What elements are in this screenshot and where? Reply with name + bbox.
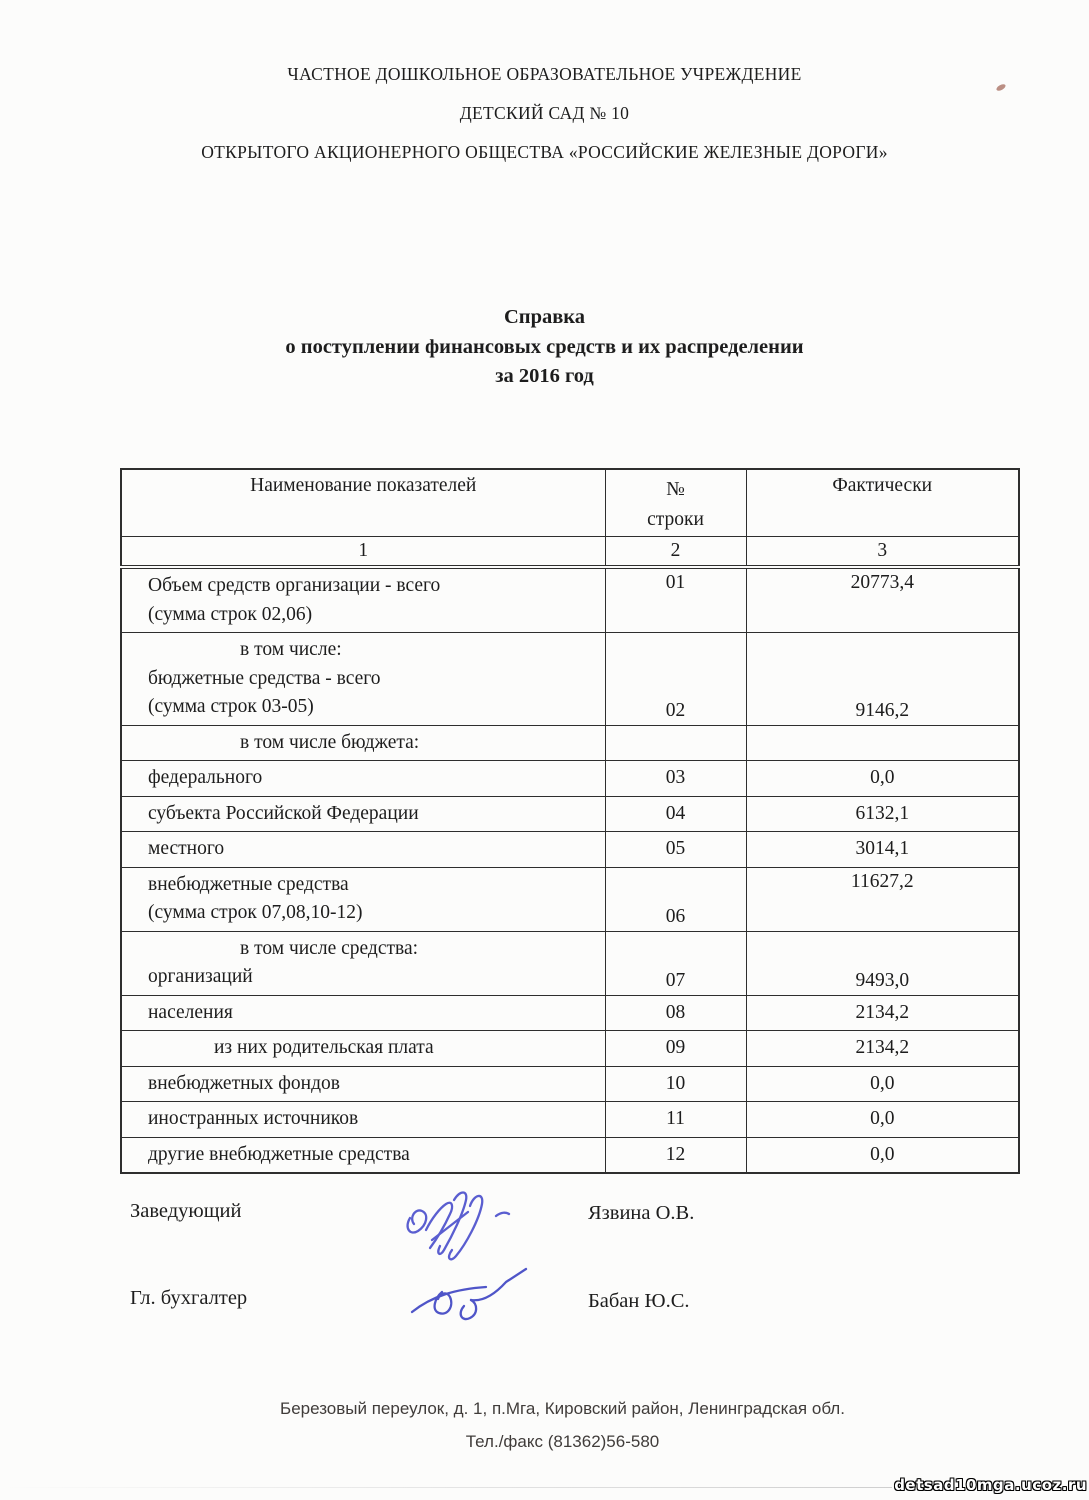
- row-line-number: 03: [605, 761, 746, 797]
- document-title: [0, 303, 1089, 392]
- row-label-line: иностранных источников: [148, 1108, 359, 1129]
- row-line-number: 04: [605, 796, 746, 832]
- table-row-federal: [121, 761, 1019, 797]
- col-header-line-number-symbol: №: [666, 479, 685, 500]
- org-header-line-3: ОТКРЫТОГО АКЦИОНЕРНОГО ОБЩЕСТВА «РОССИЙСКИЕ ЖЕЛЕЗНЫЕ ДОРОГИ»: [201, 142, 888, 162]
- row-line-number: 10: [605, 1066, 746, 1102]
- accountant-signature-ink: [408, 1266, 538, 1326]
- org-header: [0, 55, 1089, 172]
- table-row-extrabudget-total: [121, 867, 1019, 931]
- table-row-population: [121, 995, 1019, 1031]
- table-header-row: [121, 469, 1019, 537]
- org-header-line-1: ЧАСТНОЕ ДОШКОЛЬНОЕ ОБРАЗОВАТЕЛЬНОЕ УЧРЕЖДЕНИЕ: [287, 64, 802, 84]
- row-label-line: в том числе бюджета:: [240, 731, 420, 753]
- row-label-line: из них родительская плата: [214, 1037, 434, 1058]
- row-value: 0,0: [746, 761, 1019, 797]
- document-title-line-3: за 2016 год: [495, 365, 594, 387]
- table-row-budget-total: [121, 633, 1019, 726]
- row-value: 0,0: [746, 1066, 1019, 1102]
- row-label-line: организаций: [148, 966, 253, 987]
- finance-table: [120, 468, 1020, 1174]
- table-row-budget-subheader: [121, 725, 1019, 761]
- row-value: 20773,4: [746, 567, 1019, 633]
- table-row-total: [121, 567, 1019, 633]
- row-label-line: населения: [148, 1001, 233, 1023]
- row-label-line: федерального: [148, 767, 263, 788]
- footer-address: Березовый переулок, д. 1, п.Мга, Кировский район, Ленинградская обл.: [280, 1399, 845, 1418]
- row-line-number: 07: [605, 931, 746, 995]
- col-header-line-number-word: строки: [647, 509, 704, 530]
- row-line-number: 01: [605, 567, 746, 633]
- column-index-1: 1: [121, 537, 605, 568]
- row-label-line: в том числе:: [240, 639, 342, 660]
- column-index-2: 2: [605, 537, 746, 568]
- org-header-line-2: ДЕТСКИЙ САД № 10: [459, 103, 630, 123]
- row-line-number: 09: [605, 1031, 746, 1067]
- row-label-line: бюджетные средства - всего: [148, 667, 381, 689]
- row-value: 0,0: [746, 1102, 1019, 1138]
- document-title-line-2: о поступлении финансовых средств и их распределении: [285, 335, 804, 358]
- row-value: 0,0: [746, 1137, 1019, 1173]
- row-value: 6132,1: [746, 796, 1019, 832]
- signature-role-director: Заведующий: [130, 1200, 242, 1222]
- column-index-3: 3: [746, 537, 1019, 568]
- row-label-line: (сумма строк 02,06): [148, 603, 313, 625]
- site-watermark: detsad10mga.ucoz.ru: [894, 1476, 1087, 1494]
- row-line-number: 06: [605, 867, 746, 931]
- table-row-other-extrabudget: [121, 1137, 1019, 1173]
- row-value: [746, 725, 1019, 761]
- row-label-line: в том числе средства:: [240, 937, 419, 959]
- scan-edge-line: [0, 1487, 892, 1488]
- row-value: 9493,0: [746, 931, 1019, 995]
- row-value: 9146,2: [746, 633, 1019, 726]
- document-title-line-1: Справка: [503, 306, 586, 328]
- table-row-local: [121, 832, 1019, 868]
- row-line-number: [605, 725, 746, 761]
- row-label-line: субъекта Российской Федерации: [148, 802, 419, 824]
- row-label-line: Объем средств организации - всего: [148, 575, 441, 596]
- director-signature-ink: [396, 1178, 516, 1273]
- table-row-extrabudget-funds: [121, 1066, 1019, 1102]
- row-label-line: другие внебюджетные средства: [148, 1143, 410, 1165]
- row-line-number: 11: [605, 1102, 746, 1138]
- row-value: 2134,2: [746, 995, 1019, 1031]
- row-label-line: внебюджетных фондов: [148, 1072, 340, 1094]
- col-header-actual: Фактически: [746, 469, 1019, 537]
- col-header-indicator-name: Наименование показателей: [121, 469, 605, 537]
- table-row-foreign-sources: [121, 1102, 1019, 1138]
- row-line-number: 12: [605, 1137, 746, 1173]
- col-header-line-number: [605, 469, 746, 537]
- row-line-number: 08: [605, 995, 746, 1031]
- signature-name-accountant: Бабан Ю.С.: [588, 1290, 690, 1312]
- row-line-number: 02: [605, 633, 746, 726]
- row-value: 3014,1: [746, 832, 1019, 868]
- footer-phone: Тел./факс (81362)56-580: [465, 1432, 660, 1451]
- row-value: 11627,2: [746, 867, 1019, 931]
- table-row-parent-fee: [121, 1031, 1019, 1067]
- table-row-subject-rf: [121, 796, 1019, 832]
- column-index-row: [121, 537, 1019, 568]
- signature-role-accountant: Гл. бухгалтер: [130, 1287, 248, 1309]
- row-value: 2134,2: [746, 1031, 1019, 1067]
- row-label-line: (сумма строк 03-05): [148, 696, 314, 717]
- row-line-number: 05: [605, 832, 746, 868]
- row-label-line: местного: [148, 838, 225, 859]
- row-label-line: (сумма строк 07,08,10-12): [148, 902, 363, 923]
- row-label-line: внебюджетные средства: [148, 873, 349, 895]
- signature-name-director: Язвина О.В.: [588, 1202, 695, 1224]
- table-row-organizations: [121, 931, 1019, 995]
